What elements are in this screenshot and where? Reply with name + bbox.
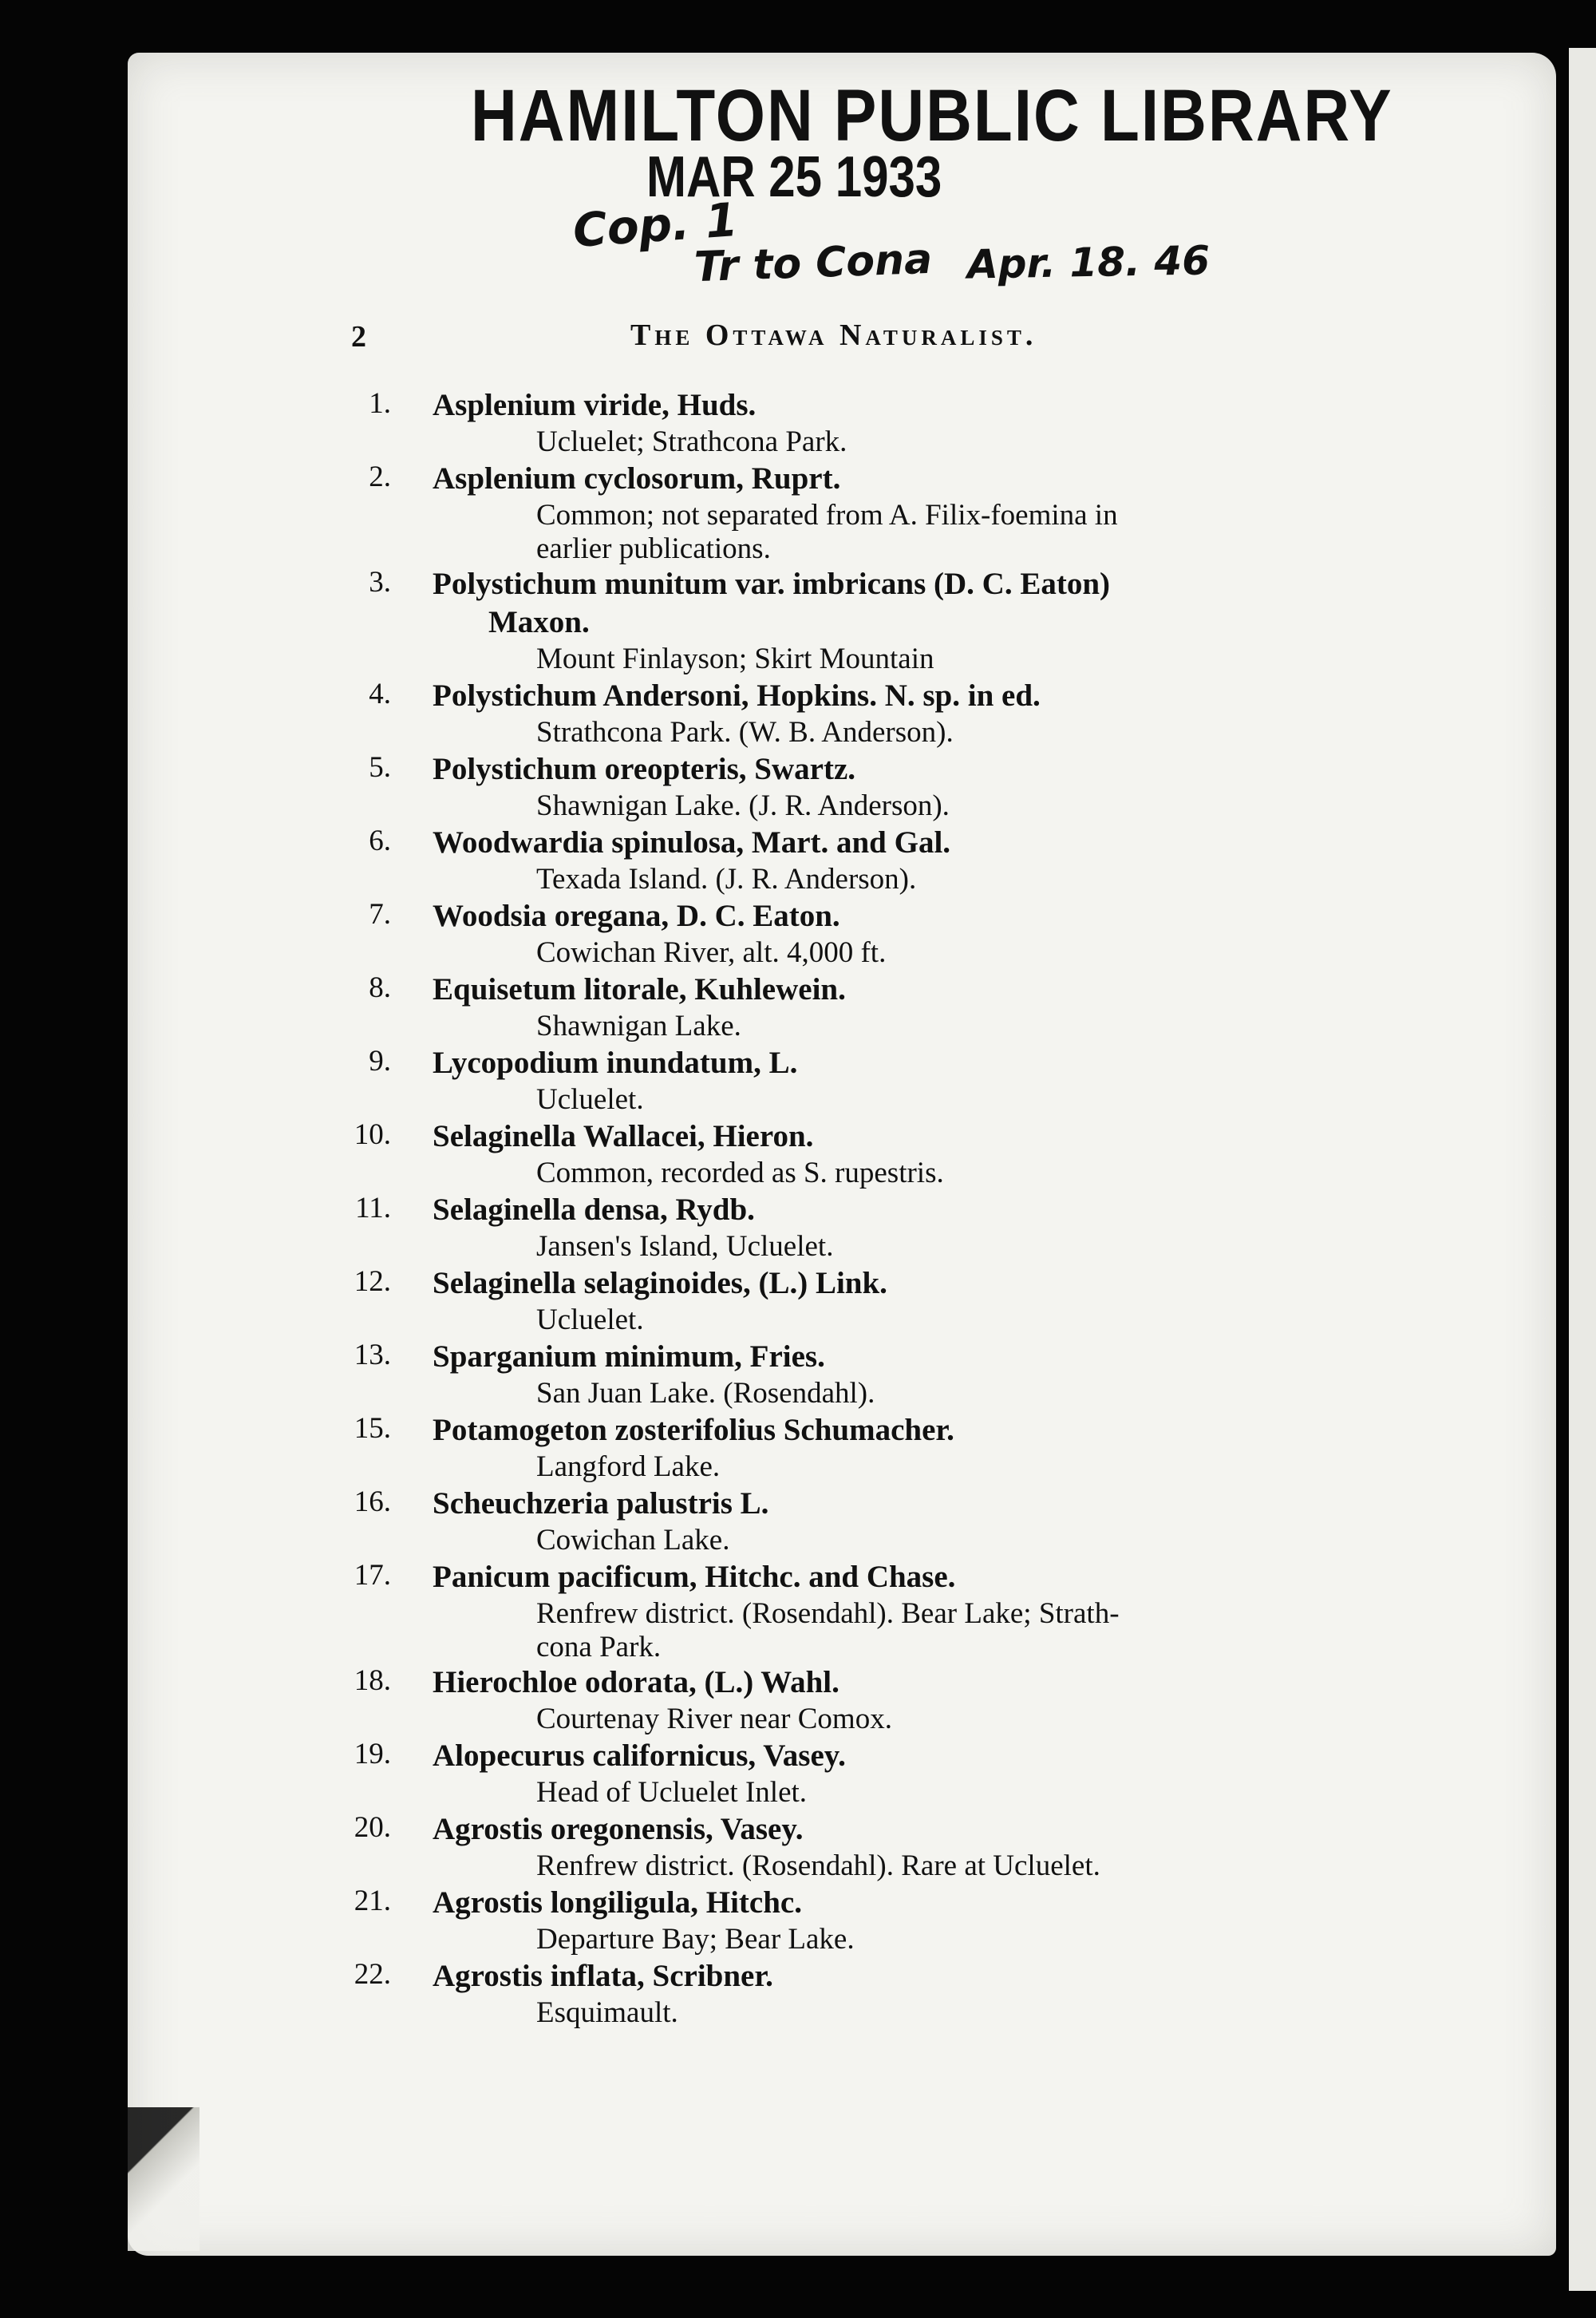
species-entry [335,1558,1389,1663]
entry-number: 15. [354,1412,391,1445]
species-name: Agrostis inflata, Scribner. [433,1959,773,1993]
species-locality: Head of Ucluelet Inlet. [536,1776,808,1809]
species-list [335,386,1389,2031]
species-locality: Ucluelet. [536,1303,644,1336]
entry-number: 3. [369,566,391,599]
species-name: Asplenium viride, Huds. [433,388,757,422]
species-name: Selaginella Wallacei, Hieron. [433,1119,814,1153]
species-name: Polystichum oreopteris, Swartz. [433,752,856,786]
handwritten-date-note: Apr. 18. 46 [966,237,1211,288]
species-locality: Ucluelet; Strathcona Park. [536,425,847,458]
species-name: Lycopodium inundatum, L. [433,1046,798,1080]
entry-number: 16. [354,1485,391,1518]
species-name: Polystichum Andersoni, Hopkins. N. sp. in ed. [433,678,1041,713]
species-locality: Cowichan Lake. [536,1524,730,1557]
entry-number: 17. [354,1559,391,1592]
species-locality-continued: cona Park. [536,1631,662,1663]
species-name-continued: Maxon. [488,605,590,639]
species-locality: Shawnigan Lake. (J. R. Anderson). [536,789,950,822]
entry-number: 18. [354,1664,391,1697]
species-entry [335,1191,1389,1264]
species-entry [335,1737,1389,1810]
species-entry [335,565,1389,677]
entry-number: 1. [369,387,391,420]
species-entry [335,1338,1389,1411]
species-name: Alopecurus californicus, Vasey. [433,1738,846,1773]
species-entry [335,1264,1389,1338]
species-entry [335,1117,1389,1191]
entry-number: 2. [369,461,391,493]
species-locality: Renfrew district. (Rosendahl). Bear Lake; Strath- [536,1597,1120,1630]
handwritten-copy-note: Cop. 1 [571,192,740,259]
species-entry [335,750,1389,824]
species-name: Sparganium minimum, Fries. [433,1339,825,1374]
species-name: Woodwardia spinulosa, Mart. and Gal. [433,825,951,860]
entry-number: 22. [354,1958,391,1991]
species-locality: Ucluelet. [536,1083,644,1116]
entry-number: 4. [369,678,391,710]
entry-number: 19. [354,1738,391,1770]
species-locality: Renfrew district. (Rosendahl). Rare at Ucluelet. [536,1849,1100,1882]
species-entry [335,1044,1389,1117]
species-name: Selaginella selaginoides, (L.) Link. [433,1266,887,1300]
species-locality: Common; not separated from A. Filix-foemina in [536,499,1118,532]
species-locality: Departure Bay; Bear Lake. [536,1923,855,1956]
species-entry [335,1957,1389,2031]
species-locality: Common, recorded as S. rupestris. [536,1157,944,1189]
entry-number: 13. [354,1339,391,1371]
running-head: The Ottawa Naturalist. [630,318,1037,352]
species-name: Scheuchzeria palustris L. [433,1486,769,1521]
species-entry [335,971,1389,1044]
entry-number: 12. [354,1265,391,1298]
entry-number: 7. [369,898,391,931]
species-entry [335,386,1389,460]
entry-number: 9. [369,1045,391,1078]
species-name: Hierochloe odorata, (L.) Wahl. [433,1665,839,1699]
species-entry [335,1884,1389,1957]
species-entry [335,1485,1389,1558]
species-name: Asplenium cyclosorum, Ruprt. [433,461,841,496]
species-locality: Cowichan River, alt. 4,000 ft. [536,936,887,969]
species-locality: Jansen's Island, Ucluelet. [536,1230,834,1263]
species-entry [335,1411,1389,1485]
species-entry [335,1810,1389,1884]
species-entry [335,460,1389,565]
species-locality: San Juan Lake. (Rosendahl). [536,1377,875,1410]
species-entry [335,677,1389,750]
species-name: Equisetum litorale, Kuhlewein. [433,972,846,1007]
species-name: Agrostis longiligula, Hitchc. [433,1885,802,1920]
species-name: Potamogeton zosterifolius Schumacher. [433,1413,954,1447]
page-corner-fold [128,2107,200,2251]
species-name: Polystichum munitum var. imbricans (D. C. Eaton) [433,567,1111,601]
species-locality: Courtenay River near Comox. [536,1703,892,1735]
library-stamp: HAMILTON PUBLIC LIBRARY [471,74,1393,156]
adjacent-page-edge [1569,48,1596,2291]
species-entry [335,824,1389,897]
date-stamp: MAR 25 1933 [646,144,942,209]
entry-number: 5. [369,751,391,784]
species-name: Agrostis oregonensis, Vasey. [433,1812,804,1846]
species-locality: Texada Island. (J. R. Anderson). [536,863,917,896]
entry-number: 10. [354,1118,391,1151]
species-locality: Strathcona Park. (W. B. Anderson). [536,716,954,749]
species-locality: Mount Finlayson; Skirt Mountain [536,643,934,675]
species-locality: Shawnigan Lake. [536,1010,741,1042]
entry-number: 8. [369,971,391,1004]
species-name: Panicum pacificum, Hitchc. and Chase. [433,1560,956,1594]
species-name: Woodsia oregana, D. C. Eaton. [433,899,840,933]
page-number: 2 [351,320,366,354]
handwritten-transfer-note: Tr to Cona [693,235,934,292]
species-locality: Esquimault. [536,1996,678,2029]
entry-number: 11. [355,1192,391,1224]
species-locality: Langford Lake. [536,1450,721,1483]
species-locality-continued: earlier publications. [536,532,771,565]
entry-number: 6. [369,825,391,857]
species-name: Selaginella densa, Rydb. [433,1193,755,1227]
entry-number: 20. [354,1811,391,1844]
entry-number: 21. [354,1885,391,1917]
species-entry [335,1663,1389,1737]
species-entry [335,897,1389,971]
